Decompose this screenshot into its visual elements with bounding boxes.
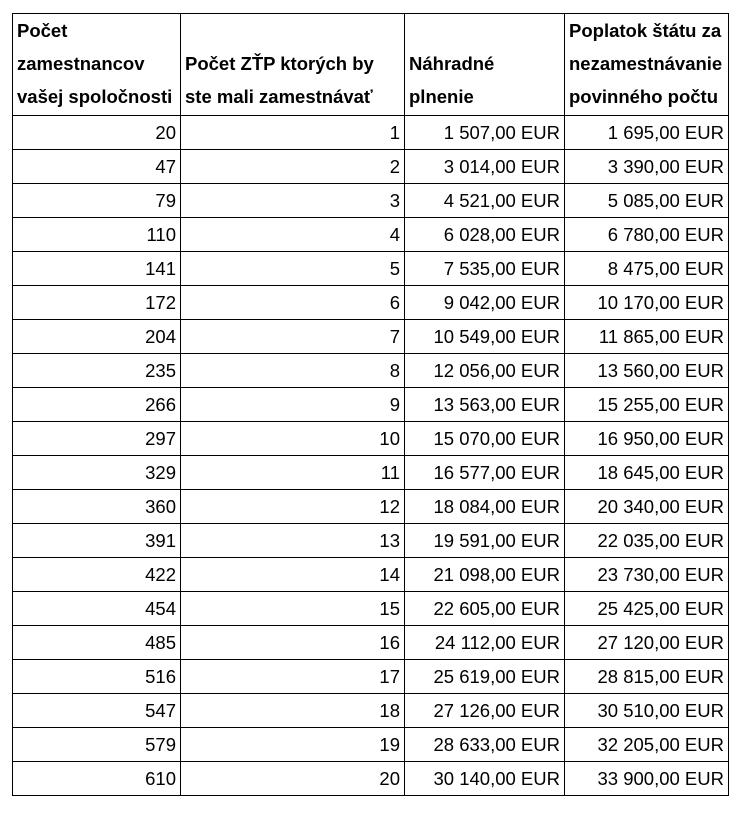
employee-count-cell: 422 <box>13 558 181 592</box>
employee-count-cell: 485 <box>13 626 181 660</box>
table-row <box>13 286 729 320</box>
state-fee-cell: 16 950,00 EUR <box>565 422 729 456</box>
disabled-quota-cell: 14 <box>181 558 405 592</box>
substitute-fulfillment-cell: 27 126,00 EUR <box>405 694 565 728</box>
state-fee-cell: 8 475,00 EUR <box>565 252 729 286</box>
state-fee-cell: 33 900,00 EUR <box>565 762 729 796</box>
state-fee-cell: 28 815,00 EUR <box>565 660 729 694</box>
table-row <box>13 320 729 354</box>
state-fee-cell: 18 645,00 EUR <box>565 456 729 490</box>
state-fee-cell: 11 865,00 EUR <box>565 320 729 354</box>
substitute-fulfillment-cell: 12 056,00 EUR <box>405 354 565 388</box>
employee-count-cell: 141 <box>13 252 181 286</box>
table-row <box>13 252 729 286</box>
state-fee-cell: 1 695,00 EUR <box>565 116 729 150</box>
substitute-fulfillment-cell: 22 605,00 EUR <box>405 592 565 626</box>
state-fee-cell: 30 510,00 EUR <box>565 694 729 728</box>
substitute-fulfillment-cell: 16 577,00 EUR <box>405 456 565 490</box>
substitute-fulfillment-cell: 18 084,00 EUR <box>405 490 565 524</box>
employee-count-cell: 172 <box>13 286 181 320</box>
substitute-fulfillment-cell: 1 507,00 EUR <box>405 116 565 150</box>
substitute-fulfillment-cell: 13 563,00 EUR <box>405 388 565 422</box>
substitute-fulfillment-cell: 9 042,00 EUR <box>405 286 565 320</box>
disabled-quota-cell: 4 <box>181 218 405 252</box>
table-header <box>13 14 729 116</box>
state-fee-cell: 32 205,00 EUR <box>565 728 729 762</box>
substitute-fulfillment-cell: 15 070,00 EUR <box>405 422 565 456</box>
disabled-quota-cell: 17 <box>181 660 405 694</box>
substitute-fulfillment-cell: 4 521,00 EUR <box>405 184 565 218</box>
table-row <box>13 660 729 694</box>
disabled-quota-cell: 12 <box>181 490 405 524</box>
disabled-quota-cell: 16 <box>181 626 405 660</box>
table-row <box>13 524 729 558</box>
disabled-quota-cell: 6 <box>181 286 405 320</box>
substitute-fulfillment-cell: 21 098,00 EUR <box>405 558 565 592</box>
employee-count-cell: 391 <box>13 524 181 558</box>
substitute-fulfillment-cell: 28 633,00 EUR <box>405 728 565 762</box>
substitute-fulfillment-cell: 24 112,00 EUR <box>405 626 565 660</box>
table-row <box>13 354 729 388</box>
employee-count-cell: 266 <box>13 388 181 422</box>
disabled-quota-cell: 10 <box>181 422 405 456</box>
header-substitute-fulfillment: Náhradné plnenie <box>405 14 565 116</box>
state-fee-cell: 15 255,00 EUR <box>565 388 729 422</box>
disabled-quota-cell: 5 <box>181 252 405 286</box>
substitute-fulfillment-cell: 7 535,00 EUR <box>405 252 565 286</box>
employee-count-cell: 204 <box>13 320 181 354</box>
table-row <box>13 116 729 150</box>
substitute-fulfillment-cell: 25 619,00 EUR <box>405 660 565 694</box>
state-fee-cell: 13 560,00 EUR <box>565 354 729 388</box>
disabled-quota-cell: 9 <box>181 388 405 422</box>
employee-count-cell: 297 <box>13 422 181 456</box>
employee-count-cell: 516 <box>13 660 181 694</box>
employee-count-cell: 579 <box>13 728 181 762</box>
state-fee-cell: 25 425,00 EUR <box>565 592 729 626</box>
table-row <box>13 592 729 626</box>
table-row <box>13 694 729 728</box>
fee-table <box>12 13 729 796</box>
disabled-quota-cell: 18 <box>181 694 405 728</box>
substitute-fulfillment-cell: 6 028,00 EUR <box>405 218 565 252</box>
state-fee-cell: 3 390,00 EUR <box>565 150 729 184</box>
table-body <box>13 116 729 796</box>
disabled-quota-cell: 13 <box>181 524 405 558</box>
table-row <box>13 456 729 490</box>
table-row <box>13 762 729 796</box>
disabled-quota-cell: 2 <box>181 150 405 184</box>
employee-count-cell: 360 <box>13 490 181 524</box>
state-fee-cell: 27 120,00 EUR <box>565 626 729 660</box>
state-fee-cell: 22 035,00 EUR <box>565 524 729 558</box>
employee-count-cell: 329 <box>13 456 181 490</box>
table-row <box>13 626 729 660</box>
table-row <box>13 558 729 592</box>
disabled-quota-cell: 20 <box>181 762 405 796</box>
disabled-quota-cell: 11 <box>181 456 405 490</box>
state-fee-cell: 5 085,00 EUR <box>565 184 729 218</box>
disabled-quota-cell: 8 <box>181 354 405 388</box>
employee-count-cell: 547 <box>13 694 181 728</box>
employee-count-cell: 47 <box>13 150 181 184</box>
table-row <box>13 422 729 456</box>
state-fee-cell: 20 340,00 EUR <box>565 490 729 524</box>
header-disabled-quota: Počet ZŤP ktorých by ste mali zamestnávať <box>181 14 405 116</box>
substitute-fulfillment-cell: 30 140,00 EUR <box>405 762 565 796</box>
employee-count-cell: 610 <box>13 762 181 796</box>
state-fee-cell: 23 730,00 EUR <box>565 558 729 592</box>
disabled-quota-cell: 19 <box>181 728 405 762</box>
table-row <box>13 728 729 762</box>
header-row <box>13 14 729 116</box>
disabled-quota-cell: 7 <box>181 320 405 354</box>
table-row <box>13 150 729 184</box>
substitute-fulfillment-cell: 10 549,00 EUR <box>405 320 565 354</box>
substitute-fulfillment-cell: 3 014,00 EUR <box>405 150 565 184</box>
employee-count-cell: 20 <box>13 116 181 150</box>
table-row <box>13 388 729 422</box>
employee-count-cell: 110 <box>13 218 181 252</box>
disabled-quota-cell: 15 <box>181 592 405 626</box>
state-fee-cell: 10 170,00 EUR <box>565 286 729 320</box>
disabled-quota-cell: 3 <box>181 184 405 218</box>
table-row <box>13 218 729 252</box>
substitute-fulfillment-cell: 19 591,00 EUR <box>405 524 565 558</box>
disabled-quota-cell: 1 <box>181 116 405 150</box>
header-employee-count: Počet zamestnancov vašej spoločnosti <box>13 14 181 116</box>
employee-count-cell: 454 <box>13 592 181 626</box>
state-fee-cell: 6 780,00 EUR <box>565 218 729 252</box>
table-row <box>13 490 729 524</box>
employee-count-cell: 235 <box>13 354 181 388</box>
table-row <box>13 184 729 218</box>
employee-count-cell: 79 <box>13 184 181 218</box>
header-state-fee: Poplatok štátu za nezamestnávanie povinného počtu <box>565 14 729 116</box>
